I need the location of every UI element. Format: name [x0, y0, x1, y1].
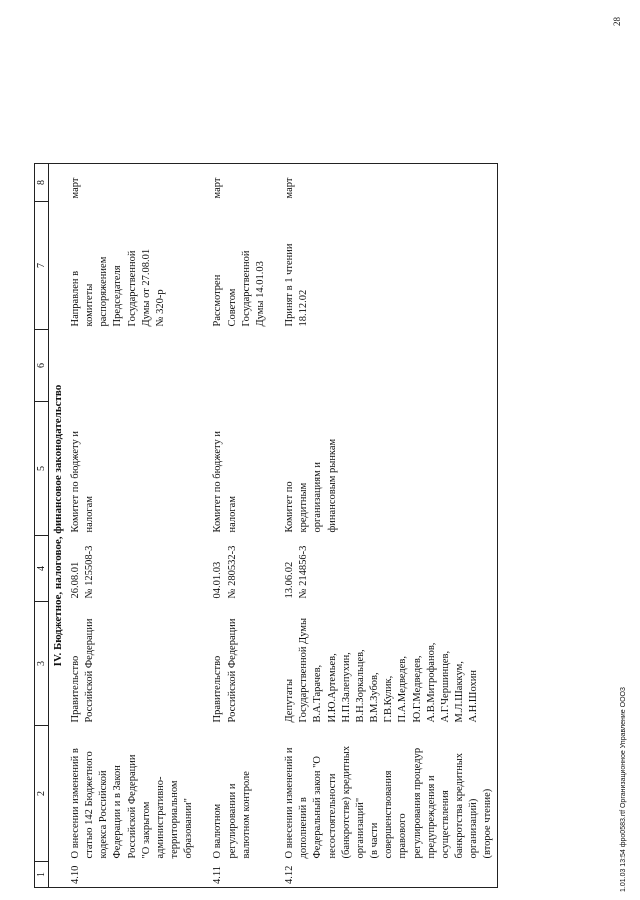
bill-date: 04.01.03: [212, 561, 224, 599]
bill-title: О внесении изменений в статью 142 Бюджетного кодекса Российской Федерации и в Закон Российской Федерации "О закрытом административно- территориальном образовании": [69, 748, 195, 859]
bill-status: Принят в 1 чтении 18.12.02: [269, 202, 497, 330]
bill-initiator: Депутаты Государственной Думы В.А.Тарачев, И.Ю.Артемьев, Н.П.Залепухин, В.Н.Зоркальцев, В.М.Зубов, Г.В.Кулик, П.А.Медведев, Ю.Г.Медведев, А.В.Митрофанов, А.Г.Чершинцев, М.Л.Шаккум, А.Н.Шохин: [269, 602, 497, 726]
column-6-cell: [269, 330, 497, 402]
bill-registration: [68, 536, 198, 602]
bill-reg-number: № 125508-3: [84, 545, 96, 599]
planned-month: март: [68, 164, 198, 202]
responsible-committee: Комитет по бюджету и налогам: [69, 431, 96, 533]
bill-title: О внесении изменений и дополнений в Федеральный закон "О несостоятельности (банкротстве) кредитных организаций" (в части совершенствования правового регулирования процедур предупреждения и осуществления банкротства кредитных организаций) (второе чтение): [269, 726, 497, 862]
planned-month: март: [197, 164, 269, 202]
bill-registration: [197, 536, 269, 602]
row-number: 4.10: [68, 862, 198, 888]
bill-initiator: Правительство Российской Федерации: [69, 618, 96, 723]
column-number: 6: [35, 330, 49, 402]
bill-reg-number: № 214856-3: [298, 545, 310, 599]
responsible-committee: Комитет по бюджету и налогам: [212, 431, 238, 533]
bill-initiator: Правительство Российской Федерации: [212, 618, 238, 723]
row-number: 4.11: [197, 862, 269, 888]
section-row: [49, 164, 68, 888]
bill-reg-number: № 280532-3: [226, 545, 238, 599]
column-6-cell: [68, 330, 198, 402]
page-number: 28: [612, 17, 622, 26]
bill-status: Рассмотрен Советом Государственной Думы 14.01.03: [212, 250, 266, 327]
responsible-committee: Комитет по кредитным организациям и финансовым рынкам: [269, 402, 497, 536]
column-number: 8: [35, 164, 49, 202]
planned-month: март: [269, 164, 497, 202]
row-number: 4.12: [269, 862, 497, 888]
footer-file-info: 1.01.03 13:54 фро0583.rtf Организационное Управление ООО3: [620, 687, 627, 892]
section-title: IV. Бюджетное, налоговое, финансовое законодательство: [49, 164, 68, 888]
bill-status: Направлен в комитеты распоряжением Председателя Государственной Думы от 27.08.01 № 320-р: [69, 248, 166, 327]
column-number-row: [35, 164, 49, 888]
bill-title: О валютном регулировании и валютном контроле: [212, 771, 252, 859]
column-number: 1: [35, 862, 49, 888]
table-row: [269, 164, 497, 888]
bill-registration: [269, 536, 497, 602]
table-row: [197, 164, 269, 888]
column-number: 7: [35, 202, 49, 330]
bill-date: 26.08.01: [69, 561, 81, 599]
column-number: 4: [35, 536, 49, 602]
column-number: 2: [35, 726, 49, 862]
column-6-cell: [197, 330, 269, 402]
column-number: 3: [35, 602, 49, 726]
bill-date: 13.06.02: [284, 561, 296, 599]
bill-table: [34, 163, 498, 888]
column-number: 5: [35, 402, 49, 536]
table-row: [68, 164, 198, 888]
